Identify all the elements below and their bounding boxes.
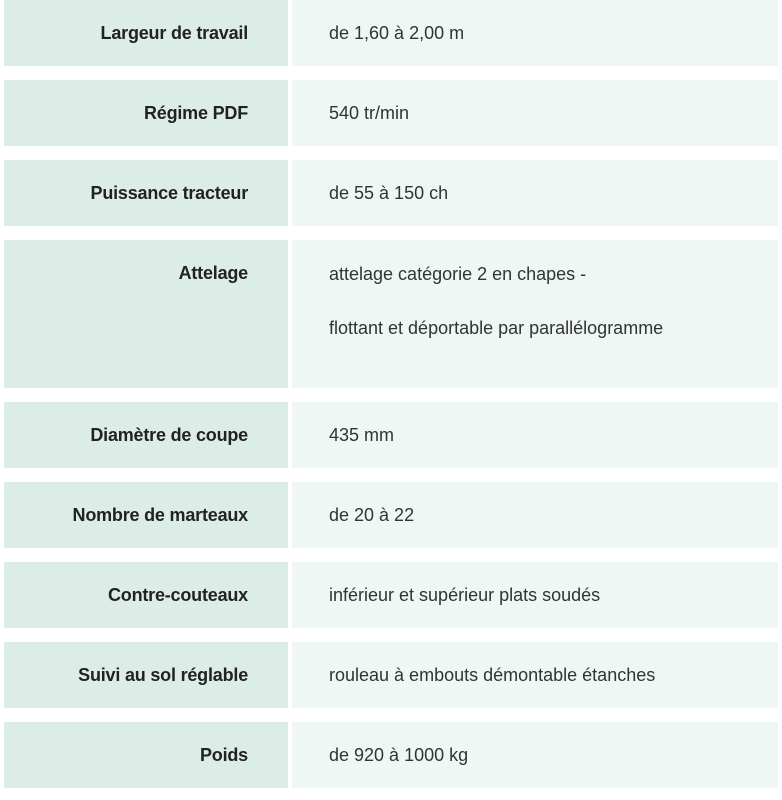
spec-label: Contre-couteaux — [4, 562, 288, 628]
spec-label: Attelage — [4, 240, 288, 388]
spec-row-puissance-tracteur — [4, 160, 778, 226]
spec-row-attelage — [4, 240, 778, 388]
spec-value-line: inférieur et supérieur plats soudés — [329, 585, 601, 605]
spec-value — [292, 402, 778, 468]
spec-value — [292, 562, 778, 628]
spec-row-suivi-au-sol-reglable — [4, 642, 778, 708]
spec-label: Diamètre de coupe — [4, 402, 288, 468]
spec-label: Puissance tracteur — [4, 160, 288, 226]
spec-value — [292, 722, 778, 788]
spec-label: Nombre de marteaux — [4, 482, 288, 548]
spec-value-line: rouleau à embouts démontable étanches — [329, 665, 656, 685]
spec-value — [292, 482, 778, 548]
spec-row-contre-couteaux — [4, 562, 778, 628]
spec-value-line: flottant et déportable par parallélogramme — [329, 318, 664, 338]
spec-value-line: de 55 à 150 ch — [329, 183, 449, 203]
spec-label: Poids — [4, 722, 288, 788]
spec-row-largeur-de-travail — [4, 0, 778, 66]
spec-value — [292, 642, 778, 708]
spec-value — [292, 160, 778, 226]
spec-value — [292, 80, 778, 146]
spec-value-line: de 20 à 22 — [329, 505, 415, 525]
spec-value-line: 540 tr/min — [329, 103, 410, 123]
spec-value-line: de 1,60 à 2,00 m — [329, 23, 465, 43]
spec-label: Suivi au sol réglable — [4, 642, 288, 708]
spec-value-line: 435 mm — [329, 425, 395, 445]
spec-value-line: attelage catégorie 2 en chapes - — [329, 264, 587, 284]
spec-label: Régime PDF — [4, 80, 288, 146]
spec-table — [4, 0, 778, 788]
spec-row-regime-pdf — [4, 80, 778, 146]
spec-value — [292, 0, 778, 66]
spec-value — [292, 240, 778, 388]
spec-value-line: de 920 à 1000 kg — [329, 745, 469, 765]
spec-row-nombre-de-marteaux — [4, 482, 778, 548]
spec-row-diametre-de-coupe — [4, 402, 778, 468]
spec-row-poids — [4, 722, 778, 788]
spec-label: Largeur de travail — [4, 0, 288, 66]
